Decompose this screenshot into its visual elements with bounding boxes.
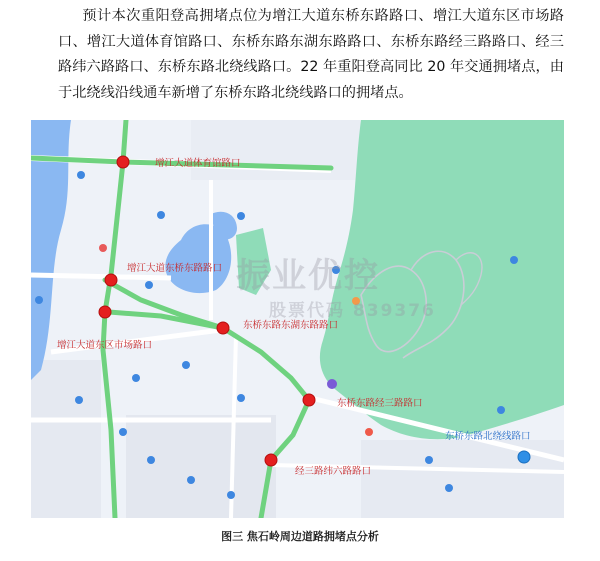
poi-icon	[425, 456, 433, 464]
poi-icon	[147, 456, 155, 464]
congestion-point-tiyuguan[interactable]	[117, 156, 129, 168]
poi-red-icon	[365, 428, 373, 436]
congestion-point-shichang[interactable]	[99, 306, 111, 318]
minor-road	[31, 275, 171, 278]
poi-icon	[510, 256, 518, 264]
poi-icon	[157, 211, 165, 219]
poi-icon	[227, 491, 235, 499]
watermark: 振业优控	[236, 256, 380, 296]
poi-icon	[119, 428, 127, 436]
poi-icon	[132, 374, 140, 382]
label-donghu: 东桥东路东湖东路路口	[243, 320, 339, 331]
figure-caption: 图三 焦石岭周边道路拥堵点分析	[221, 530, 379, 543]
watermark-sub: 股票代码 839376	[269, 301, 436, 321]
city-block	[126, 415, 276, 518]
poi-icon	[497, 406, 505, 414]
poi-icon	[237, 212, 245, 220]
poi-icon	[35, 296, 43, 304]
label-jingsan: 东桥东路经三路路口	[337, 398, 423, 409]
analysis-paragraph	[58, 4, 564, 106]
poi-purple-icon	[327, 379, 337, 389]
label-tiyuguan: 增江大道体育馆路口	[155, 158, 241, 169]
congestion-point-beiraoxian[interactable]	[518, 451, 530, 463]
poi-icon	[77, 171, 85, 179]
paragraph-text: 预计本次重阳登高拥堵点位为增江大道东桥东路路口、增江大道东区市场路口、增江大道体育馆路口、东桥东路东湖东路路口、东桥东路经三路路口、经三路纬六路路口、东桥东路北绕线路口。22 年重阳登高同比 20 年交通拥堵点，由于北绕线沿线通车新增了东桥东路北绕线路口的拥堵点。	[58, 8, 564, 101]
city-block	[31, 360, 101, 518]
hospital-icon	[99, 244, 107, 252]
poi-icon	[237, 394, 245, 402]
poi-icon	[182, 361, 190, 369]
congestion-point-dongqiao[interactable]	[105, 274, 117, 286]
congestion-point-jingsan[interactable]	[303, 394, 315, 406]
label-weiliu: 经三路纬六路路口	[295, 466, 372, 477]
label-shichang: 增江大道东区市场路口	[57, 340, 153, 351]
congestion-point-weiliu[interactable]	[265, 454, 277, 466]
label-beiraoxian: 东桥东路北绕线路口	[445, 431, 531, 442]
congestion-point-donghu[interactable]	[217, 322, 229, 334]
poi-icon	[187, 476, 195, 484]
label-dongqiao: 增江大道东桥东路路口	[127, 263, 223, 274]
poi-icon	[75, 396, 83, 404]
poi-icon	[445, 484, 453, 492]
congestion-map[interactable]	[31, 120, 564, 518]
poi-icon	[145, 281, 153, 289]
